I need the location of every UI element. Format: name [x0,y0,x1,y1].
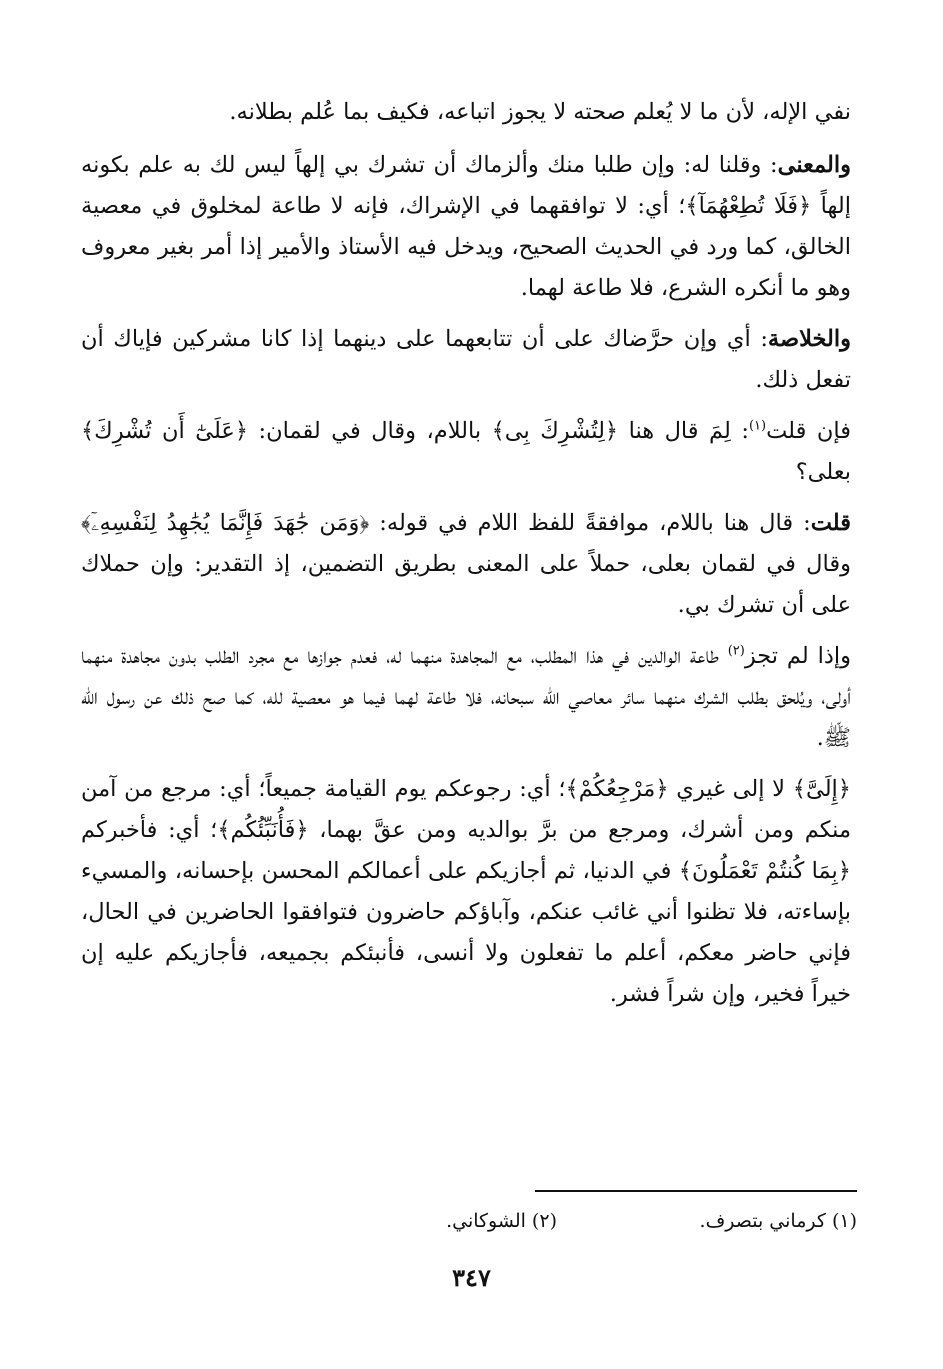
paragraph-5-text: : قال هنا باللام، موافقةً للفظ اللام في قوله: ﴿وَمَن جَٰهَدَ فَإِنَّمَا يُجَٰهِدُ لِنَفْسِهِۦٓ﴾ وقال في لقمان بعلى، حملاً على المعنى بطريق التضمين، إذ التقدير: وإن حملاك على أن تشرك بي. [81,510,851,618]
paragraph-5 [81,503,851,626]
paragraph-3-lead: والخلاصة [767,326,851,352]
paragraph-7-text: ﴿إِلَىَّ﴾ لا إلى غيري ﴿مَرْجِعُكُمْ﴾؛ أي: رجوعكم يوم القيامة جميعاً؛ أي: مرجع من آمن منكم ومن أشرك، ومرجع من برَّ بوالديه ومن عقَّ بهما، ﴿فَأُنَبِّئُكُم﴾؛ أي: فأخبركم ﴿بِمَا كُنتُمْ تَعْمَلُونَ﴾ في الدنيا، ثم أجازيكم على أعمالكم المحسن بإحسانه، والمسيء بإساءته، فلا تظنوا أني غائب عنكم، وآباؤكم حاضرون فتوافقوا الحاضرين في الحال، فإني حاضر معكم، أعلم ما تفعلون ولا أنسى، فأنبئكم بجميعه، فأجازيكم عليه إن خيراً فخير، وإن شراً فشر. [81,776,851,1007]
paragraph-4-start: فإن قلت [766,418,851,444]
paragraph-1 [81,92,851,133]
footnote-2: (٢) الشوكاني. [446,1210,557,1232]
paragraph-6 [81,636,851,759]
footnotes [297,1206,857,1240]
paragraph-5-lead: قلت [810,510,851,536]
paragraph-2-text: : وقلنا له: وإن طلبا منك وألزماك أن تشرك بي إلهاً ليس لك به علم بكونه إلهاً ﴿فَلَا تُطِعْهُمَآ﴾؛ أي: لا توافقهما في الإشراك، فإنه لا طاعة لمخلوق في معصية الخالق، كما ورد في الحديث الصحيح، ويدخل فيه الأستاذ والأمير إذا أمر بغير معروف وهو ما أنكره الشرع، فلا طاعة لهما. [81,152,851,301]
footnote-divider [535,1190,857,1192]
paragraph-1-text: نفي الإله، لأن ما لا يُعلم صحته لا يجوز اتباعه، فكيف بما عُلم بطلانه. [229,99,851,125]
paragraph-7 [81,769,851,1015]
paragraph-2-lead: والمعنى [777,152,851,178]
page-number: ٣٤٧ [452,1263,491,1292]
footnote-ref-1: (١) [748,418,767,434]
paragraph-4-text: : لِمَ قال هنا ﴿لِتُشْرِكَ بِى﴾ باللام، وقال في لقمان: ﴿عَلَىٰٓ أَن تُشْرِكَ﴾ بعلى؟ [81,418,851,485]
main-text [81,92,851,1025]
footnote-ref-2: (٢) [727,643,745,659]
paragraph-3-text: : أي وإن حرَّضاك على أن تتابعهما على دينهما إذا كانا مشركين فإياك أن تفعل ذلك. [81,326,851,393]
paragraph-4 [81,411,851,493]
paragraph-6-start: وإذا لم تجز [744,643,851,669]
footnote-1: (١) كرماني بتصرف. [699,1210,857,1232]
paragraph-2 [81,145,851,309]
paragraph-3 [81,319,851,401]
paragraph-6-text: طاعة الوالدين في هذا المطلب، مع المجاهدة منهما له، فعدم جوازها مع مجرد الطلب بدون مجاهدة منهما أولى، ويُلحق بطلب الشرك منهما سائر معاصي الله سبحانه، فلا طاعة لهما فيما هو معصية لله، كما صح ذلك عن رسول الله ﷺ. [81,643,851,751]
